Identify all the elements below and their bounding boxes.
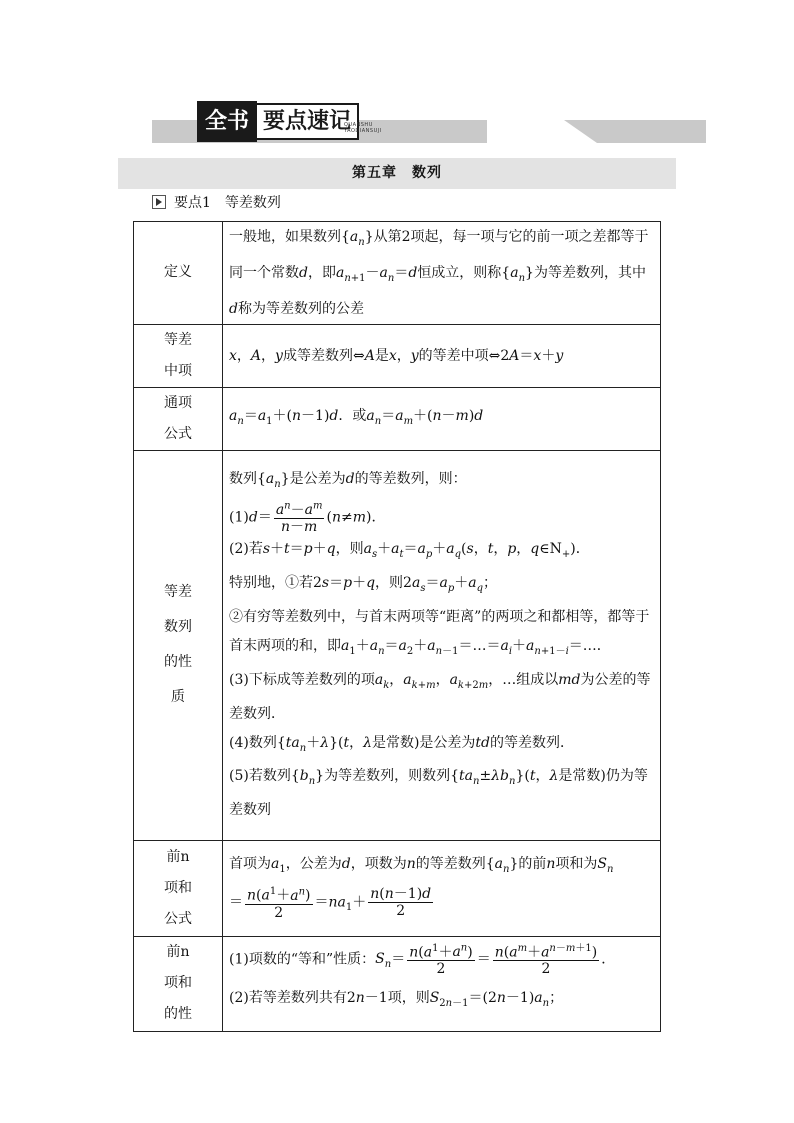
row-content: (1)项数的“等和”性质：$S_n=$ $\frac{n(a^1+a^n)}{2}$ ＝ $\frac{n(a^m+a^{n-m+1})}{2}$ ． (2)若等差数列共有2n－1项，则$S_{2n-1}=(2n-1)a_n$； [223,936,661,1031]
row-label [134,450,223,840]
label-mid-2: 中项 [164,362,192,379]
chapter-title-text: 第五章 数列 [352,165,442,181]
logo-dark-text: 全书 [197,101,257,142]
header-banner [152,103,706,143]
content-table [133,221,661,1032]
row-label [134,840,223,936]
label-sum-3: 公式 [164,910,192,927]
row-content: 首项为$a_1$，公差为d，项数为n的等差数列$\{a_n\}$的前n项和为$S_n$ ＝ $\frac{n(a^1+a^n)}{2}$ $=na_1+$ $\frac{n(n-1)d}{2}$ [223,840,661,936]
row-content: 数列$\{a_n\}$是公差为d的等差数列，则： (1)d＝ $\frac{a^n-a^m}{n-m}$ (n≠m)． (2)若s＋t＝p＋q，则$a_s+a_t=a_p+a_q(s$，t，p，$q\in N_+$)． 特别地，①若2s＝p＋q，则$2a_s=a_p+a_q$； ②有穷等差数列中，与首末两项等“距离”的两项之和都相等，都等于首末两项的和，即$a_1+a_n=a_2+a_{n-1}=\dots=a_i+a_{n+1-i}=\dots$． (3)下标成等差数列的项$a_k$，$a_{k+m}$，$a_{k+2m}$，…组成以md为公差的等差数列． (4)数列$\{ta_n+\lambda\}(t$，λ是常数)是公差为td的等差数列． (5)若数列$\{b_n\}$为等差数列，则数列$\{ta_n\pm\lambda b_n\}(t$，λ是常数)仍为等差数列 [223,450,661,840]
row-content: $a_n=a_1+(n-1)d$．或$a_n=a_m+(n-m)d$ [223,387,661,450]
label-prop-4: 质 [171,689,185,706]
table-row [134,324,661,387]
logo [197,103,359,140]
table-row [134,222,661,325]
logo-light-text: 要点速记 [257,103,359,140]
label-mid-1: 等差 [164,331,192,348]
logo-sub-line2: YAODIANSUJI [344,128,382,134]
row-content: 一般地，如果数列$\{a_n\}$从第2项起，每一项与它的前一项之差都等于同一个常数d，即$a_{n+1}-a_n=d$恒成立，则称$\{a_n\}$为等差数列，其中d称为等差数列的公差 [223,222,661,325]
logo-sub-line1: QUANSHU [344,122,373,128]
label-sumprop-2: 项和 [164,975,192,992]
table-row [134,936,661,1031]
label-prop-3: 的性 [164,654,192,671]
label-sumprop-3: 的性 [164,1006,192,1023]
label-sum-2: 项和 [164,879,192,896]
logo-subtitle [344,122,382,134]
table-row [134,387,661,450]
chapter-title [118,158,676,189]
row-label [134,936,223,1031]
point-heading [152,192,281,212]
row-content: x，A，y成等差数列⇔A是x，y的等差中项⇔2A＝x＋y [223,324,661,387]
label-prop-2: 数列 [164,619,192,636]
label-sum-1: 前n [166,848,190,865]
label-gen-1: 通项 [164,394,192,411]
label-gen-2: 公式 [164,425,192,442]
label-prop-1: 等差 [164,584,192,601]
table-row [134,450,661,840]
row-label [134,387,223,450]
row-label [134,222,223,325]
label-sumprop-1: 前n [166,944,190,961]
table-row [134,840,661,936]
play-icon [152,195,166,209]
row-label [134,324,223,387]
point-heading-text: 要点1 等差数列 [174,195,281,211]
label-def: 定义 [164,264,192,281]
